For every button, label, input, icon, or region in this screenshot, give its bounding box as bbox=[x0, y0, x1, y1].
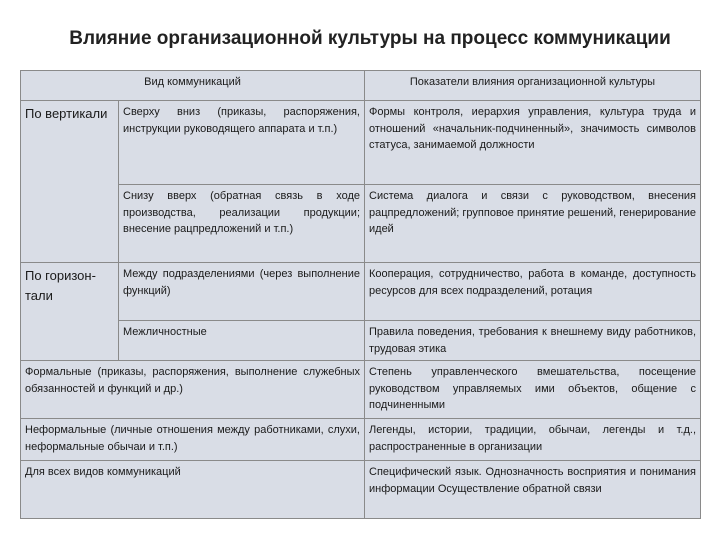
type-cell: Межличностные bbox=[119, 321, 365, 361]
impact-cell: Степень управленческого вмешательства, посещение руководством управляемых ими объектов, общение с подчиненными bbox=[365, 361, 701, 419]
impact-cell: Кооперация, сотрудничество, работа в команде, доступность ресурсов для всех подразделений, ротация bbox=[365, 263, 701, 321]
type-cell: Сверху вниз (приказы, распоряжения, инструкции руководящего аппарата и т.п.) bbox=[119, 101, 365, 185]
impact-cell: Специфический язык. Однозначность восприятия и понимания информации Осуществление обратной связи bbox=[365, 461, 701, 519]
header-communication-type: Вид коммуникаций bbox=[21, 71, 365, 101]
vertical-group-label: По вертикали bbox=[21, 101, 119, 263]
impact-cell: Правила поведения, требования к внешнему виду работников, трудовая этика bbox=[365, 321, 701, 361]
type-cell: Формальные (приказы, распоряжения, выполнение служебных обязанностей и функций и др.) bbox=[21, 361, 365, 419]
impact-cell: Формы контроля, иерархия управления, культура труда и отношений «начальник-подчиненный», значимость символов статуса, занимаемой должности bbox=[365, 101, 701, 185]
table-header-row bbox=[21, 71, 701, 101]
table-row bbox=[21, 185, 701, 263]
table-row bbox=[21, 101, 701, 185]
type-cell: Неформальные (личные отношения между работниками, слухи, неформальные обычаи и т.п.) bbox=[21, 419, 365, 461]
type-cell: Между подразделениями (через выполнение функций) bbox=[119, 263, 365, 321]
impact-cell: Система диалога и связи с руководством, внесения рацпредложений; групповое принятие решений, генерирование идей bbox=[365, 185, 701, 263]
page-title: Влияние организационной культуры на процесс коммуникации bbox=[69, 28, 671, 49]
table-row bbox=[21, 461, 701, 519]
type-cell: Для всех видов коммуникаций bbox=[21, 461, 365, 519]
type-cell: Снизу вверх (обратная связь в ходе производства, реализации продукции; внесение рацпредложений и т.п.) bbox=[119, 185, 365, 263]
table-row bbox=[21, 321, 701, 361]
table-row bbox=[21, 361, 701, 419]
impact-cell: Легенды, истории, традиции, обычаи, легенды и т.д., распространенные в организации bbox=[365, 419, 701, 461]
header-culture-impact: Показатели влияния организационной культуры bbox=[365, 71, 701, 101]
culture-communication-table bbox=[20, 70, 701, 519]
horizontal-group-label: По горизон-тали bbox=[21, 263, 119, 361]
table-row bbox=[21, 263, 701, 321]
table-row bbox=[21, 419, 701, 461]
